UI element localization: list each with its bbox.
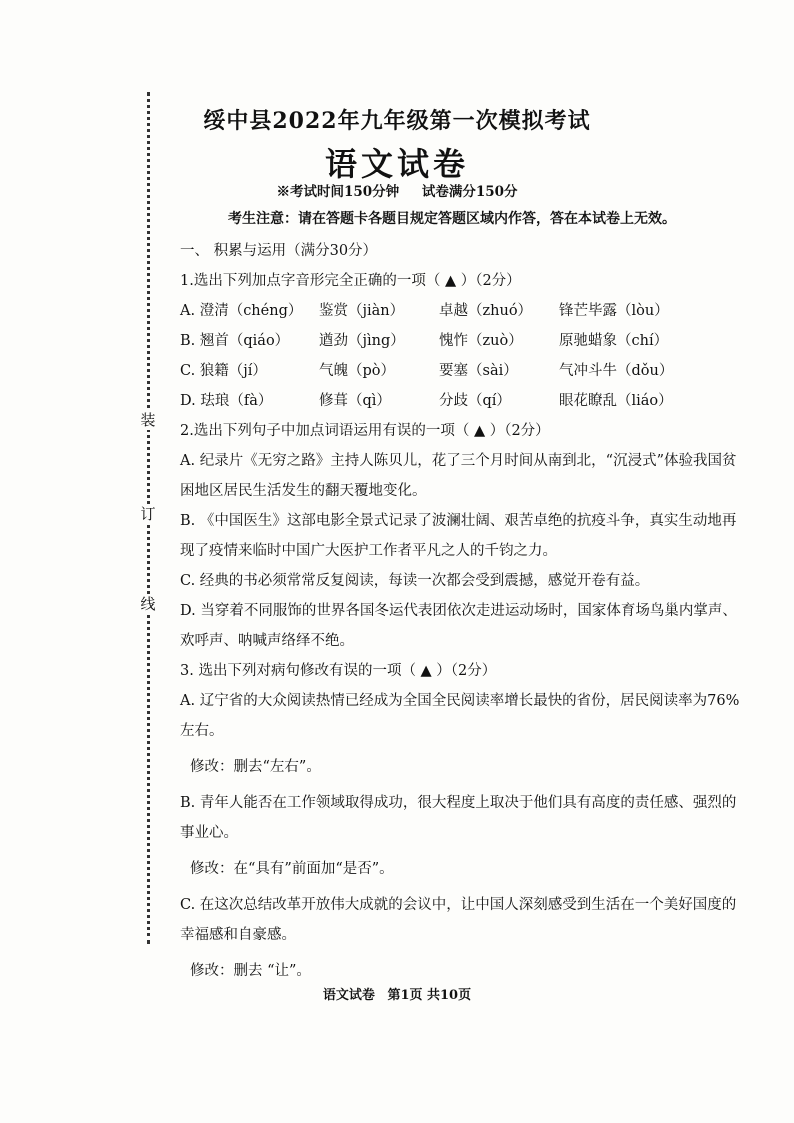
question-3-stem: 3. 选出下列对病句修改有误的一项（ ▲ ）（2分） [180, 663, 497, 679]
page-footer [0, 984, 794, 1003]
question-3-fix-c: 修改：删去 “让”。 [190, 963, 311, 979]
question-1-options [180, 296, 740, 416]
q1-option-cell: 原驰蜡象（chí） [559, 333, 669, 349]
binding-char-xian: 线 [138, 594, 158, 614]
q1-option-cell: 眼花瞭乱（liáo） [559, 393, 673, 409]
subject-title: 语文试卷 [324, 145, 469, 183]
q1-option-cell: A. 澄清（chéng） [180, 303, 303, 319]
question-3-option-a: A. 辽宁省的大众阅读热情已经成为全国全民阅读率增长最快的省份，居民阅读率为76%左右。 [180, 693, 740, 739]
q1-option-cell: 气魄（pò） [319, 363, 396, 379]
binding-char-zhuang: 装 [138, 410, 158, 430]
exam-title: 绥中县2022年九年级第一次模拟考试 [203, 108, 591, 134]
question-3-fix-b: 修改：在“具有”前面加“是否”。 [190, 861, 394, 877]
question-1-stem: 1.选出下列加点字音形完全正确的一项（ ▲ ）（2分） [180, 273, 521, 289]
binding-line [138, 92, 158, 944]
q1-option-cell: 鉴赏（jiàn） [319, 303, 405, 319]
question-2-option-a: A. 纪录片《无穷之路》主持人陈贝儿，花了三个月时间从南到北，“沉浸式”体验我国贫困地区居民生活发生的翻天覆地变化。 [180, 453, 737, 499]
q1-option-cell: 愧怍（zuò） [439, 333, 523, 349]
exam-time: ※考试时间150分钟 [276, 184, 400, 200]
question-3-option-b: B. 青年人能否在工作领域取得成功，很大程度上取决于他们具有高度的责任感、强烈的事业心。 [180, 795, 737, 841]
section-heading: 一、 积累与运用（满分30分） [180, 243, 378, 259]
question-2-option-c: C. 经典的书必须常常反复阅读，每读一次都会受到震撼，感觉开卷有益。 [180, 573, 650, 589]
q1-option-cell: C. 狼籍（jí） [180, 363, 267, 379]
exam-notice: 考生注意：请在答题卡各题目规定答题区域内作答，答在本试卷上无效。 [228, 211, 676, 227]
footer-label: 语文试卷 [322, 988, 375, 1003]
q1-option-cell: 气冲斗牛（dǒu） [559, 363, 674, 379]
q1-option-cell: 要塞（sài） [439, 363, 518, 379]
exam-content [180, 236, 740, 986]
question-2-option-d: D. 当穿着不同服饰的世界各国冬运代表团依次走进运动场时，国家体育场鸟巢内掌声、欢呼声、呐喊声络绎不绝。 [180, 603, 737, 649]
q1-option-cell: 卓越（zhuó） [439, 303, 533, 319]
question-2-option-b: B. 《中国医生》这部电影全景式记录了波澜壮阔、艰苦卓绝的抗疫斗争，真实生动地再现了疫情来临时中国广大医护工作者平凡之人的千钧之力。 [180, 513, 737, 559]
q1-option-cell: 遒劲（jìng） [319, 333, 405, 349]
q1-option-cell: D. 珐琅（fà） [180, 393, 273, 409]
q1-option-cell: B. 翘首（qiáo） [180, 333, 290, 349]
footer-page-number: 第1页 共10页 [387, 988, 472, 1003]
question-2-stem: 2.选出下列句子中加点词语运用有误的一项（ ▲ ）（2分） [180, 423, 550, 439]
exam-meta [0, 180, 794, 200]
q1-option-cell: 修葺（qì） [319, 393, 391, 409]
exam-full-marks: 试卷满分150分 [421, 184, 518, 200]
question-3-option-c: C. 在这次总结改革开放伟大成就的会议中，让中国人深刻感受到生活在一个美好国度的幸福感和自豪感。 [180, 897, 737, 943]
q1-option-cell: 锋芒毕露（lòu） [559, 303, 669, 319]
question-3-fix-a: 修改：删去“左右”。 [190, 759, 321, 775]
q1-option-cell: 分歧（qí） [439, 393, 511, 409]
binding-char-ding: 订 [138, 504, 158, 524]
